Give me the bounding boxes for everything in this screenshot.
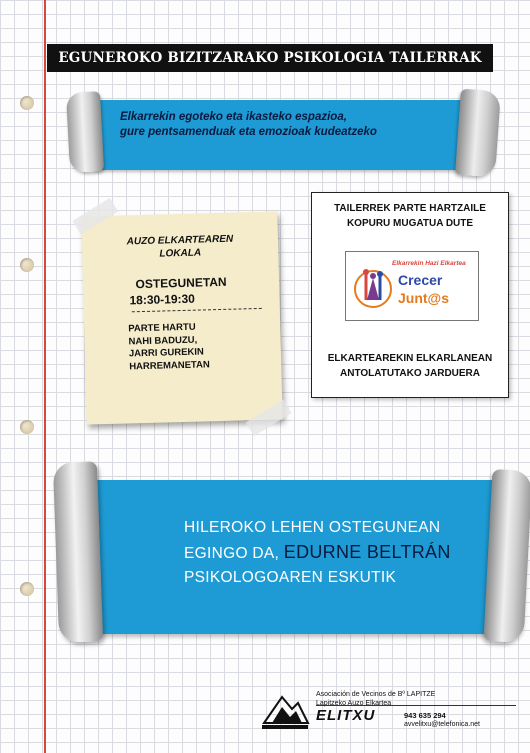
- paper-curl-left: [66, 91, 104, 173]
- association-brand: ELITXU: [316, 707, 376, 724]
- info-top-line1: TAILERREK PARTE HARTZAILE: [334, 203, 486, 214]
- time-label: 18:30-19:30: [129, 291, 196, 308]
- limited-participants-text: [312, 201, 508, 231]
- binder-hole: [20, 582, 34, 596]
- day-label: OSTEGUNETAN: [135, 274, 227, 292]
- email-address: avvelitxu@telefonica.net: [404, 721, 480, 728]
- bottom-banner-line2: [184, 540, 504, 566]
- notebook-margin-line: [44, 0, 46, 753]
- binder-hole: [20, 96, 34, 110]
- psychologist-name: EDURNE BELTRÁN: [283, 542, 451, 562]
- logo-word-crecer: Crecer: [398, 272, 443, 288]
- bottom-banner-text: [184, 516, 504, 590]
- contact-line4: HARREMANETAN: [129, 358, 210, 372]
- top-banner-text: [120, 110, 460, 140]
- footer-rule: [316, 705, 516, 706]
- association-line2: Lapitzeko Auzo Elkartea: [316, 699, 392, 707]
- binder-hole: [20, 420, 34, 434]
- contact-line1: PARTE HARTU: [128, 321, 196, 335]
- bottom-banner-line3: PSIKOLOGOAREN ESKUTIK: [184, 569, 397, 586]
- venue-heading: [82, 231, 279, 262]
- tape-strip: [246, 399, 292, 436]
- top-banner: [80, 90, 480, 176]
- logo-word-juntos: Junt@s: [398, 290, 449, 306]
- page-title: EGUNEROKO BIZITZARAKO PSIKOLOGIA TAILERRAK: [58, 50, 482, 66]
- title-bar: [47, 44, 493, 72]
- venue-line1: AUZO ELKARTEAREN: [126, 233, 234, 248]
- bottom-banner-prefix: EGINGO DA,: [184, 545, 284, 562]
- logo-subtitle: Elkarrekin Hazi Elkartea: [392, 260, 466, 267]
- mountain-logo-icon: [260, 689, 310, 731]
- top-banner-line1: Elkarrekin egoteko eta ikasteko espazioa,: [120, 111, 347, 123]
- paper-curl-right: [455, 89, 501, 178]
- contact-line2: NAHI BADUZU,: [128, 334, 198, 347]
- binder-hole: [20, 258, 34, 272]
- dashed-divider: [132, 308, 262, 312]
- crecer-juntos-logo: [345, 251, 479, 321]
- footer-association: [260, 689, 520, 741]
- info-bottom-line1: ELKARTEAREKIN ELKARLANEAN: [327, 353, 493, 364]
- sticky-note: [81, 211, 282, 424]
- info-box: [311, 192, 509, 398]
- top-banner-line2: gure pentsamenduak eta emozioak kudeatzeko: [120, 126, 377, 138]
- bottom-banner: [60, 462, 520, 647]
- info-top-line2: KOPURU MUGATUA DUTE: [346, 218, 474, 229]
- contact-text: [128, 320, 269, 374]
- contact-line3: JARRI GUREKIN: [128, 346, 204, 360]
- paper-curl-left: [53, 461, 103, 642]
- phone-number: 943 635 294: [404, 711, 446, 720]
- people-icon: [352, 264, 394, 310]
- tape-strip: [72, 198, 118, 235]
- venue-line2: LOKALA: [159, 247, 202, 260]
- association-line1: Asociación de Vecinos de Bº LAPITZE: [316, 691, 436, 698]
- collaboration-text: [312, 351, 508, 381]
- info-bottom-line2: ANTOLATUTAKO JARDUERA: [340, 368, 480, 379]
- bottom-banner-line1: HILEROKO LEHEN OSTEGUNEAN: [184, 519, 441, 536]
